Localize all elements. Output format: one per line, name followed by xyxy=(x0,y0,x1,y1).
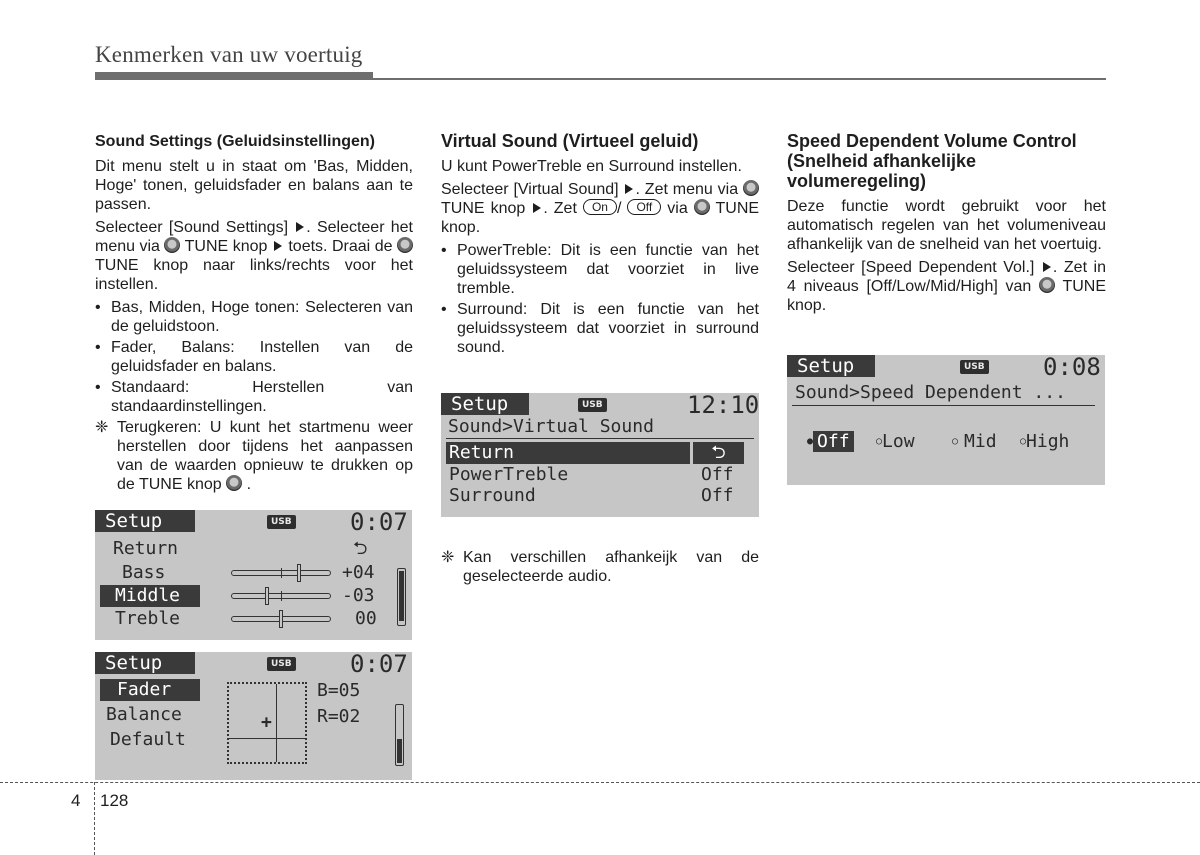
powertreble-value: Off xyxy=(701,464,734,485)
column-speed-dependent xyxy=(787,131,1106,319)
note-symbol-icon: ❈ xyxy=(95,419,109,436)
instruction-text: TUNE knop. xyxy=(787,278,1106,314)
column-note xyxy=(441,548,759,586)
section-heading: Speed Dependent Volume Control (Snelheid afhankelijke volumeregeling) xyxy=(787,131,1077,191)
list-item: • Standaard: Herstellen van standaardinstellingen. xyxy=(95,379,413,415)
screen-title: Setup xyxy=(105,510,163,532)
screen-fader-balance xyxy=(95,652,412,780)
page-header-title: Kenmerken van uw voertuig xyxy=(95,42,363,67)
screen-clock: 0:07 xyxy=(350,510,408,536)
menu-item-middle[interactable]: Middle xyxy=(100,585,200,607)
footer-divider xyxy=(94,782,95,855)
list-item: • Surround: Dit is een functie van het geluidssysteem dat voorziet in surround sound. xyxy=(441,301,759,356)
arrow-right-icon xyxy=(1043,262,1051,272)
instruction-text: TUNE knop. xyxy=(441,200,760,236)
middle-slider[interactable] xyxy=(231,593,331,599)
fader-balance-grid[interactable] xyxy=(227,682,307,764)
instruction-text: Selecteer [Virtual Sound] xyxy=(441,181,619,198)
arrow-right-icon xyxy=(274,241,282,251)
position-marker-icon: + xyxy=(261,712,272,733)
bullet-list xyxy=(95,298,413,416)
instruction-text: . Zet in 4 niveaus [Off/Low/Mid/High] van xyxy=(787,259,1107,295)
menu-item-treble[interactable]: Treble xyxy=(115,608,181,629)
divider xyxy=(446,438,754,439)
menu-item-surround[interactable]: Surround xyxy=(449,485,536,506)
instruction-text: Selecteer [Speed Dependent Vol.] xyxy=(787,259,1035,276)
treble-slider[interactable] xyxy=(231,616,331,622)
arrow-right-icon xyxy=(625,184,633,194)
bullet-list xyxy=(441,241,759,357)
note-text: Terugkeren: U kunt het startmenu weer herstellen door tijdens het aanpassen van de waarden opnieuw te drukken op de TUNE knop xyxy=(117,419,413,493)
list-item: • PowerTreble: Dit is een functie van het geluidssysteem dat voorziet in live tremble. xyxy=(441,242,759,297)
breadcrumb: Sound>Virtual Sound xyxy=(448,416,654,437)
screen-tone-settings xyxy=(95,510,412,640)
instruction-paragraph: Selecteer [Virtual Sound] . Zet menu via TUNE knop . Zet On / Off via TUNE knop. xyxy=(441,181,760,236)
bass-value: +04 xyxy=(342,562,375,583)
radio-unselected-icon: ○ xyxy=(1020,436,1027,447)
instruction-paragraph xyxy=(787,258,1106,315)
slider-handle[interactable] xyxy=(279,610,283,628)
slider-handle[interactable] xyxy=(297,564,301,582)
instruction-text: TUNE knop naar links/rechts voor het instellen. xyxy=(95,257,413,293)
list-item: • Bas, Midden, Hoge tonen: Selecteren van de geluidstoon. xyxy=(95,299,413,335)
page-number: 128 xyxy=(100,791,129,810)
on-button-icon: On xyxy=(583,199,617,215)
radio-option-high[interactable]: ○High xyxy=(1020,431,1070,452)
usb-icon: USB xyxy=(267,657,296,671)
note: ❈ Terugkeren: U kunt het startmenu weer herstellen door tijdens het aanpassen van de waarden opnieuw te drukken op de TUNE knop . xyxy=(95,419,413,493)
menu-item-fader[interactable]: Fader xyxy=(100,679,200,701)
radio-selected-icon: ● xyxy=(807,436,814,447)
screen-title: Setup xyxy=(105,652,163,674)
instruction-paragraph xyxy=(95,218,413,294)
arrow-right-icon xyxy=(296,222,304,232)
bass-slider[interactable] xyxy=(231,570,331,576)
usb-icon: USB xyxy=(267,515,296,529)
radio-option-low[interactable]: ○Low xyxy=(876,431,915,452)
header-rule-thin xyxy=(373,78,1106,80)
intro-paragraph: U kunt PowerTreble en Surround instellen. xyxy=(441,158,742,175)
note-symbol-icon: ❈ xyxy=(441,549,455,566)
note xyxy=(441,548,759,586)
balance-value: R=02 xyxy=(317,706,361,727)
tune-knob-icon xyxy=(226,475,242,491)
intro-paragraph: Deze functie wordt gebruikt voor het automatisch regelen van het volumeniveau afhankelijk van de snelheid van het voertuig. xyxy=(787,198,1106,253)
arrow-right-icon xyxy=(533,203,541,213)
instruction-text: . Zet menu via xyxy=(635,181,739,198)
footer-rule xyxy=(0,782,1200,783)
screen-speed-dependent xyxy=(787,355,1105,485)
instruction-text: TUNE knop xyxy=(441,200,526,217)
screen-clock: 12:10 xyxy=(687,393,759,419)
intro-paragraph: Dit menu stelt u in staat om 'Bas, Midden, Hoge' tonen, geluidsfader en balans aan te passen. xyxy=(95,158,413,213)
screen-clock: 0:07 xyxy=(350,652,408,678)
fader-value: B=05 xyxy=(317,680,361,701)
menu-item-return[interactable]: Return xyxy=(446,442,690,464)
radio-unselected-icon: ○ xyxy=(876,436,883,447)
menu-item-powertreble[interactable]: PowerTreble xyxy=(449,464,569,485)
screen-virtual-sound xyxy=(441,393,759,517)
instruction-text: . Zet xyxy=(543,200,577,217)
column-virtual-sound xyxy=(441,131,759,359)
return-icon: ⮌ xyxy=(353,538,368,559)
tune-knob-icon xyxy=(397,237,413,253)
radio-unselected-icon: ○ xyxy=(952,436,959,447)
header-rule-thick xyxy=(95,72,373,80)
chapter-number: 4 xyxy=(71,791,81,810)
instruction-text: . Selecteer het menu via xyxy=(95,219,414,255)
menu-item-bass[interactable]: Bass xyxy=(122,562,166,583)
tune-knob-icon xyxy=(743,180,759,196)
section-heading: Sound Settings (Geluidsinstellingen) xyxy=(95,133,376,150)
column-sound-settings xyxy=(95,132,413,494)
screen-title: Setup xyxy=(451,393,509,415)
radio-option-off[interactable]: ● Off xyxy=(807,431,854,453)
treble-value: 00 xyxy=(355,608,377,629)
instruction-text: via xyxy=(667,200,688,217)
list-item: • Fader, Balans: Instellen van de geluidsfader en balans. xyxy=(95,339,413,375)
instruction-text: TUNE knop xyxy=(184,238,268,255)
note-text: Kan verschillen afhankeijk van de geselecteerde audio. xyxy=(463,549,759,585)
usb-icon: USB xyxy=(578,398,607,412)
instruction-text: Selecteer [Sound Settings] xyxy=(95,219,289,236)
tune-knob-icon xyxy=(694,199,710,215)
instruction-text: toets. Draai de xyxy=(288,238,393,255)
scrollbar[interactable] xyxy=(395,704,404,766)
menu-item-default[interactable]: Default xyxy=(110,729,186,750)
tune-knob-icon xyxy=(1039,277,1055,293)
off-button-icon: Off xyxy=(627,199,661,215)
divider xyxy=(792,405,1095,406)
menu-item-balance[interactable]: Balance xyxy=(106,704,182,725)
section-heading: Virtual Sound (Virtueel geluid) xyxy=(441,131,699,151)
surround-value: Off xyxy=(701,485,734,506)
scrollbar[interactable] xyxy=(397,568,406,626)
slider-handle[interactable] xyxy=(265,587,269,605)
breadcrumb: Sound>Speed Dependent ... xyxy=(795,382,1066,403)
menu-item-return[interactable]: Return xyxy=(113,538,179,559)
usb-icon: USB xyxy=(960,360,989,374)
radio-option-mid[interactable]: ○ Mid xyxy=(952,431,997,452)
screen-title: Setup xyxy=(797,355,855,377)
return-icon[interactable]: ⮌ xyxy=(693,442,744,464)
tune-knob-icon xyxy=(164,237,180,253)
screen-clock: 0:08 xyxy=(1043,355,1101,381)
middle-value: -03 xyxy=(342,585,375,606)
